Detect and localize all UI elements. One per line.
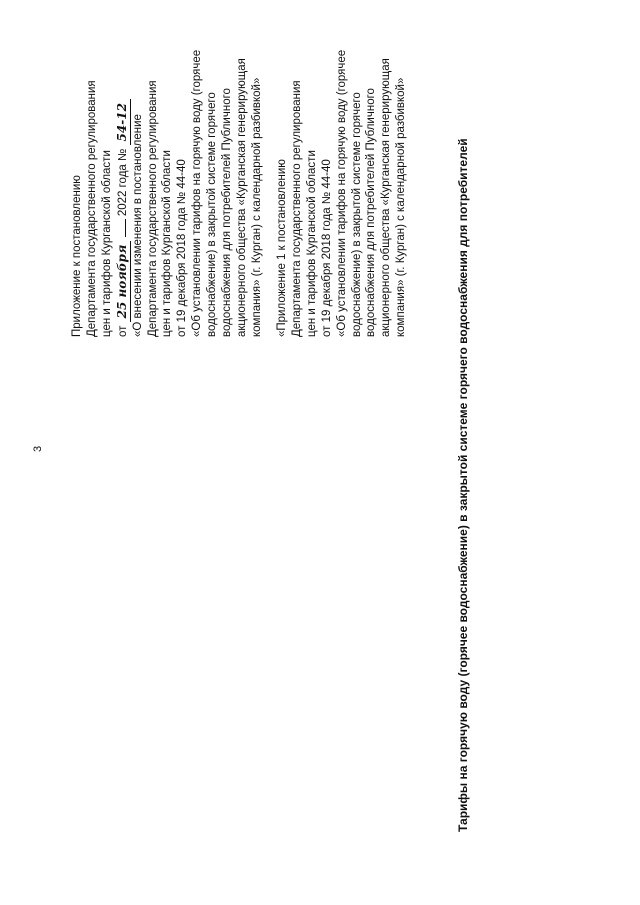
page-number: 3 bbox=[32, 445, 44, 452]
quoted-line: от 19 декабря 2018 года № 44-40 bbox=[320, 159, 333, 337]
appendix-line: цен и тарифов Курганской области bbox=[100, 150, 113, 337]
year-text: 2022 года № bbox=[116, 148, 129, 217]
quoted-line: акционерного общества «Курганская генерирующая bbox=[380, 58, 393, 337]
appendix-line: акционерного общества «Курганская генерирующая bbox=[235, 58, 248, 337]
appendix-line: компания» (г. Курган) с календарной разбивкой» bbox=[250, 77, 263, 337]
appendix-quoted bbox=[275, 50, 409, 337]
handwritten-number: 54-12 bbox=[115, 99, 131, 145]
appendix-line: Департамента государственного регулирования bbox=[146, 80, 159, 337]
rotated-content bbox=[70, 49, 510, 832]
date-prefix: от bbox=[116, 325, 129, 337]
quoted-line: цен и тарифов Курганской области bbox=[305, 150, 318, 337]
appendix-line: «Об установлении тарифов на горячую воду (горячее bbox=[191, 49, 204, 337]
appendix-line: водоснабжение) в закрытой системе горячего bbox=[206, 92, 219, 337]
quoted-line: «Приложение 1 к постановлению bbox=[276, 159, 288, 337]
quoted-line: компания» (г. Курган) с календарной разбивкой» bbox=[395, 77, 408, 337]
appendix-line: цен и тарифов Курганской области bbox=[161, 150, 174, 337]
date-underline bbox=[125, 219, 126, 237]
handwritten-date: 25 ноября bbox=[115, 241, 131, 323]
appendix-date-line bbox=[115, 50, 131, 337]
appendix-line: водоснабжения для потребителей Публичного bbox=[221, 88, 234, 337]
appendix-line: Департамента государственного регулирования bbox=[85, 80, 98, 337]
quoted-line: Департамента государственного регулирования bbox=[290, 80, 303, 337]
quoted-line: водоснабжение) в закрытой системе горячего bbox=[350, 92, 363, 337]
appendix-line: «О внесении изменения в постановление bbox=[131, 114, 144, 337]
document-title: Тарифы на горячую воду (горячее водоснабжение) в закрытой системе горячего водоснабжения для потребителей bbox=[456, 138, 470, 832]
appendix-line: от 19 декабря 2018 года № 44-40 bbox=[176, 159, 189, 337]
quoted-line: «Об установлении тарифов на горячую воду (горячее bbox=[335, 49, 348, 337]
appendix-line: Приложение к постановлению bbox=[71, 175, 83, 337]
quoted-line: водоснабжения для потребителей Публичного bbox=[365, 88, 378, 337]
appendix-header bbox=[70, 50, 265, 337]
